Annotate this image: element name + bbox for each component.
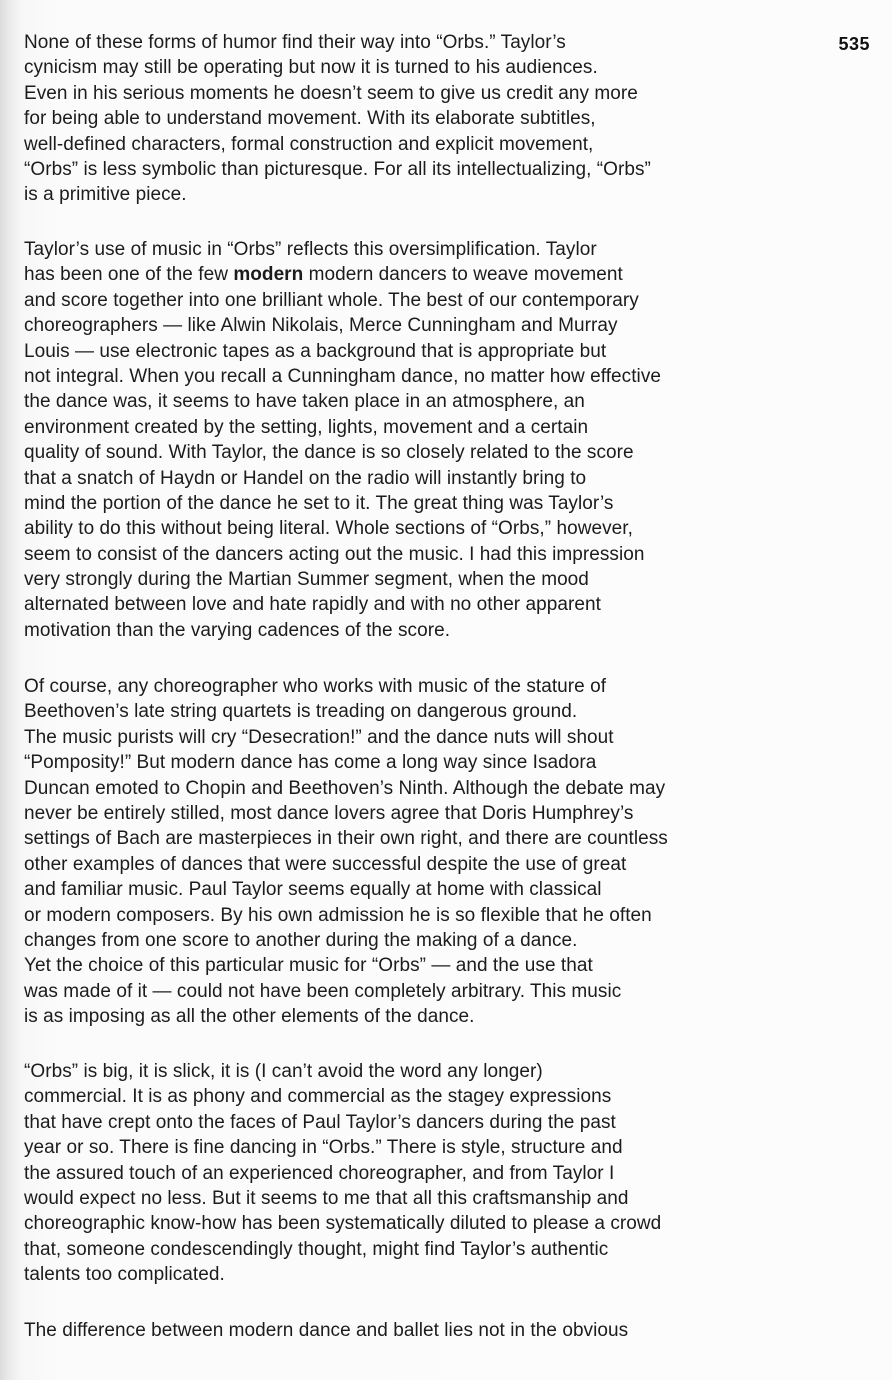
text-run: has been one of the few	[24, 264, 234, 286]
text-line: choreographers — like Alwin Nikolais, Merce Cunningham and Murray	[24, 315, 618, 337]
text-line: talents too complicated.	[24, 1264, 225, 1286]
text-line: alternated between love and hate rapidly and with no other apparent	[24, 594, 601, 616]
text-line: the dance was, it seems to have taken place in an atmosphere, an	[24, 391, 585, 413]
text-line: or modern composers. By his own admission he is so flexible that he often	[24, 904, 652, 926]
text-line: environment created by the setting, lights, movement and a certain	[24, 416, 589, 438]
text-line: quality of sound. With Taylor, the dance is so closely related to the score	[24, 442, 634, 464]
text-line: not integral. When you recall a Cunningham dance, no matter how effective	[24, 365, 661, 387]
text-line: and score together into one brilliant whole. The best of our contemporary	[24, 289, 639, 311]
text-line: Even in his serious moments he doesn’t seem to give us credit any more	[24, 82, 638, 104]
text-line: “Orbs” is less symbolic than picturesque. For all its intellectualizing, “Orbs”	[24, 158, 651, 180]
text-line: for being able to understand movement. With its elaborate subtitles,	[24, 108, 596, 130]
text-line: cynicism may still be operating but now it is turned to his audiences.	[24, 57, 598, 79]
text-line: Of course, any choreographer who works with music of the stature of	[24, 676, 607, 697]
text-line: commercial. It is as phony and commercial as the stagey expressions	[24, 1086, 612, 1108]
text-line: Duncan emoted to Chopin and Beethoven’s Ninth. Although the debate may	[24, 777, 666, 799]
text-line: The difference between modern dance and ballet lies not in the obvious	[24, 1320, 629, 1341]
text-line: would expect no less. But it seems to me that all this craftsmanship and	[24, 1187, 629, 1209]
text-line: that a snatch of Haydn or Handel on the radio will instantly bring to	[24, 467, 587, 489]
paragraph	[24, 237, 780, 643]
text-line: other examples of dances that were successful despite the use of great	[24, 853, 627, 875]
text-line	[24, 262, 780, 287]
text-line: is as imposing as all the other elements of the dance.	[24, 1006, 475, 1028]
text-line: Yet the choice of this particular music for “Orbs” — and the use that	[24, 955, 593, 977]
text-run: modern dancers to weave movement	[303, 264, 623, 286]
text-line: mind the portion of the dance he set to it. The great thing was Taylor’s	[24, 492, 614, 514]
text-line: very strongly during the Martian Summer segment, when the mood	[24, 569, 589, 591]
text-line: “Pomposity!” But modern dance has come a long way since Isadora	[24, 752, 597, 774]
paragraph	[24, 674, 780, 1029]
paragraph	[24, 1318, 780, 1343]
text-line: choreographic know-how has been systematically diluted to please a crowd	[24, 1213, 662, 1235]
text-line: seem to consist of the dancers acting out the music. I had this impression	[24, 543, 645, 565]
text-line: well-defined characters, formal construction and explicit movement,	[24, 133, 594, 155]
text-line: the assured touch of an experienced choreographer, and from Taylor I	[24, 1162, 615, 1184]
text-line: Beethoven’s late string quartets is treading on dangerous ground.	[24, 701, 578, 723]
paragraph	[24, 30, 780, 208]
text-line: is a primitive piece.	[24, 184, 187, 206]
text-line: motivation than the varying cadences of the score.	[24, 619, 451, 641]
text-line: and familiar music. Paul Taylor seems equally at home with classical	[24, 879, 602, 901]
text-line: Taylor’s use of music in “Orbs” reflects this oversimplification. Taylor	[24, 239, 597, 260]
text-line: “Orbs” is big, it is slick, it is (I can’t avoid the word any longer)	[24, 1061, 543, 1082]
text-line: Louis — use electronic tapes as a background that is appropriate but	[24, 340, 607, 362]
text-line: that have crept onto the faces of Paul Taylor’s dancers during the past	[24, 1111, 616, 1133]
paragraph	[24, 1059, 780, 1288]
text-line: settings of Bach are masterpieces in their own right, and there are countless	[24, 828, 668, 850]
bold-word: modern	[233, 264, 304, 286]
text-line: ability to do this without being literal. Whole sections of “Orbs,” however,	[24, 518, 633, 540]
text-line: was made of it — could not have been completely arbitrary. This music	[24, 980, 622, 1002]
text-line: year or so. There is fine dancing in “Orbs.” There is style, structure and	[24, 1137, 623, 1159]
text-line: never be entirely stilled, most dance lovers agree that Doris Humphrey’s	[24, 802, 634, 824]
text-line: None of these forms of humor find their way into “Orbs.” Taylor’s	[24, 32, 566, 53]
text-line: The music purists will cry “Desecration!” and the dance nuts will shout	[24, 726, 614, 748]
text-line: changes from one score to another during the making of a dance.	[24, 929, 578, 951]
page-number: 535	[838, 34, 870, 54]
text-line: that, someone condescendingly thought, might find Taylor’s authentic	[24, 1238, 609, 1260]
